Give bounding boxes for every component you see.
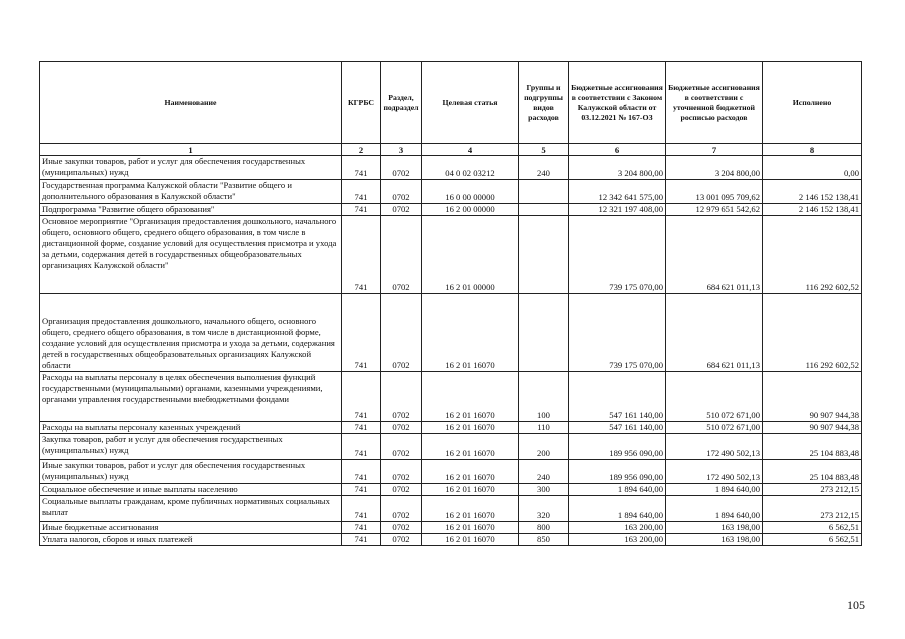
column-number-row: [40, 144, 862, 156]
row-executed: 116 292 602,52: [763, 294, 862, 372]
row-group: 800: [519, 522, 569, 534]
row-law: 189 956 090,00: [569, 434, 666, 460]
row-executed: 6 562,51: [763, 522, 862, 534]
table-row: [40, 180, 862, 204]
row-law: 547 161 140,00: [569, 372, 666, 422]
header-executed: Исполнено: [763, 62, 862, 144]
table-row: [40, 156, 862, 180]
table-row: [40, 484, 862, 496]
row-refined: 1 894 640,00: [666, 496, 763, 522]
row-target: 16 2 01 16070: [422, 534, 519, 546]
row-name: Расходы на выплаты персоналу казенных учреждений: [40, 422, 342, 434]
column-number: 4: [422, 144, 519, 156]
row-target: 16 2 01 16070: [422, 484, 519, 496]
row-name: Закупка товаров, работ и услуг для обеспечения государственных (муниципальных) нужд: [40, 434, 342, 460]
table-row: [40, 496, 862, 522]
row-target: 16 2 01 16070: [422, 460, 519, 484]
row-target: 16 2 01 16070: [422, 496, 519, 522]
row-name: Организация предоставления дошкольного, начального общего, основного общего, среднего общего образования, в том числе в дистанционной форме, создание условий для осуществления присмотра и ухода за детьми, содержания детей в государственных общеобразовательных организациях Калужской области: [40, 294, 342, 372]
column-number: 1: [40, 144, 342, 156]
header-law: Бюджетные ассигнования в соответствии с Законом Калужской области от 03.12.2021 № 167-ОЗ: [569, 62, 666, 144]
table-row: [40, 294, 862, 372]
row-refined: 172 490 502,13: [666, 460, 763, 484]
row-target: 16 2 01 16070: [422, 294, 519, 372]
row-section: 0702: [381, 534, 422, 546]
row-refined: 163 198,00: [666, 522, 763, 534]
header-name: Наименование: [40, 62, 342, 144]
header-groups: Группы и подгруппы видов расходов: [519, 62, 569, 144]
row-group: 240: [519, 460, 569, 484]
row-law: 1 894 640,00: [569, 496, 666, 522]
table-row: [40, 372, 862, 422]
row-group: 300: [519, 484, 569, 496]
row-refined: 163 198,00: [666, 534, 763, 546]
row-group: 100: [519, 372, 569, 422]
row-executed: 116 292 602,52: [763, 216, 862, 294]
row-group: 320: [519, 496, 569, 522]
header-target: Целевая статья: [422, 62, 519, 144]
row-name: Расходы на выплаты персоналу в целях обеспечения выполнения функций государственными (муниципальными) органами, казенными учреждениями, органами управления государственными внебюджетными фондами: [40, 372, 342, 422]
table-row: [40, 204, 862, 216]
row-section: 0702: [381, 460, 422, 484]
column-number: 6: [569, 144, 666, 156]
row-target: 16 2 01 16070: [422, 422, 519, 434]
row-refined: 684 621 011,13: [666, 216, 763, 294]
row-law: 12 321 197 408,00: [569, 204, 666, 216]
row-name: Социальные выплаты гражданам, кроме публичных нормативных социальных выплат: [40, 496, 342, 522]
row-law: 163 200,00: [569, 522, 666, 534]
row-kgrbs: 741: [342, 496, 381, 522]
row-group: 240: [519, 156, 569, 180]
header-refined: Бюджетные ассигнования в соответствии с уточненной бюджетной росписью расходов: [666, 62, 763, 144]
row-kgrbs: 741: [342, 422, 381, 434]
row-group: [519, 216, 569, 294]
table-row: [40, 216, 862, 294]
row-law: 12 342 641 575,00: [569, 180, 666, 204]
row-name: Подпрограмма "Развитие общего образования": [40, 204, 342, 216]
row-name: Социальное обеспечение и иные выплаты населению: [40, 484, 342, 496]
row-refined: 3 204 800,00: [666, 156, 763, 180]
row-target: 16 2 01 16070: [422, 434, 519, 460]
row-name: Основное мероприятие "Организация предоставления дошкольного, начального общего, основного общего, среднего общего образования, в том числе в дистанционной форме, создание условий для осуществления присмотра и ухода за детьми, содержания детей в государственных общеобразовательных организациях Калужской области": [40, 216, 342, 294]
row-refined: 13 001 095 709,62: [666, 180, 763, 204]
row-section: 0702: [381, 180, 422, 204]
row-kgrbs: 741: [342, 216, 381, 294]
column-number: 8: [763, 144, 862, 156]
row-kgrbs: 741: [342, 372, 381, 422]
row-kgrbs: 741: [342, 522, 381, 534]
row-refined: 172 490 502,13: [666, 434, 763, 460]
column-number: 7: [666, 144, 763, 156]
header-kgrbs: КГРБС: [342, 62, 381, 144]
row-kgrbs: 741: [342, 434, 381, 460]
row-section: 0702: [381, 372, 422, 422]
row-executed: 273 212,15: [763, 496, 862, 522]
row-executed: 25 104 883,48: [763, 434, 862, 460]
row-executed: 90 907 944,38: [763, 422, 862, 434]
row-executed: 273 212,15: [763, 484, 862, 496]
row-target: 16 2 01 16070: [422, 372, 519, 422]
row-name: Иные закупки товаров, работ и услуг для обеспечения государственных (муниципальных) нужд: [40, 460, 342, 484]
row-target: 04 0 02 03212: [422, 156, 519, 180]
row-executed: 2 146 152 138,41: [763, 180, 862, 204]
row-law: 739 175 070,00: [569, 216, 666, 294]
row-executed: 90 907 944,38: [763, 372, 862, 422]
row-name: Иные закупки товаров, работ и услуг для обеспечения государственных (муниципальных) нужд: [40, 156, 342, 180]
header-section: Раздел, подраздел: [381, 62, 422, 144]
row-section: 0702: [381, 204, 422, 216]
row-target: 16 0 00 00000: [422, 180, 519, 204]
row-kgrbs: 741: [342, 156, 381, 180]
row-group: [519, 204, 569, 216]
row-kgrbs: 741: [342, 484, 381, 496]
row-refined: 684 621 011,13: [666, 294, 763, 372]
row-section: 0702: [381, 156, 422, 180]
header-row: [40, 62, 862, 144]
row-section: 0702: [381, 294, 422, 372]
row-kgrbs: 741: [342, 294, 381, 372]
row-group: [519, 294, 569, 372]
row-executed: 0,00: [763, 156, 862, 180]
row-target: 16 2 01 00000: [422, 216, 519, 294]
row-name: Уплата налогов, сборов и иных платежей: [40, 534, 342, 546]
row-section: 0702: [381, 484, 422, 496]
column-number: 5: [519, 144, 569, 156]
row-refined: 12 979 651 542,62: [666, 204, 763, 216]
row-kgrbs: 741: [342, 204, 381, 216]
row-law: 3 204 800,00: [569, 156, 666, 180]
row-kgrbs: 741: [342, 180, 381, 204]
row-executed: 2 146 152 138,41: [763, 204, 862, 216]
table-row: [40, 460, 862, 484]
row-executed: 6 562,51: [763, 534, 862, 546]
row-kgrbs: 741: [342, 460, 381, 484]
row-law: 547 161 140,00: [569, 422, 666, 434]
column-number: 3: [381, 144, 422, 156]
row-law: 189 956 090,00: [569, 460, 666, 484]
row-section: 0702: [381, 496, 422, 522]
row-refined: 510 072 671,00: [666, 422, 763, 434]
row-refined: 1 894 640,00: [666, 484, 763, 496]
row-refined: 510 072 671,00: [666, 372, 763, 422]
table-row: [40, 434, 862, 460]
table-row: [40, 534, 862, 546]
budget-table: [39, 61, 862, 546]
row-section: 0702: [381, 216, 422, 294]
row-law: 1 894 640,00: [569, 484, 666, 496]
row-target: 16 2 00 00000: [422, 204, 519, 216]
column-number: 2: [342, 144, 381, 156]
table-row: [40, 422, 862, 434]
row-group: 850: [519, 534, 569, 546]
row-name: Иные бюджетные ассигнования: [40, 522, 342, 534]
row-section: 0702: [381, 434, 422, 460]
row-section: 0702: [381, 422, 422, 434]
row-group: [519, 180, 569, 204]
table-row: [40, 522, 862, 534]
row-section: 0702: [381, 522, 422, 534]
row-executed: 25 104 883,48: [763, 460, 862, 484]
row-group: 200: [519, 434, 569, 460]
row-name: Государственная программа Калужской области "Развитие общего и дополнительного образования в Калужской области": [40, 180, 342, 204]
row-group: 110: [519, 422, 569, 434]
row-kgrbs: 741: [342, 534, 381, 546]
row-target: 16 2 01 16070: [422, 522, 519, 534]
page-number: 105: [847, 598, 865, 612]
row-law: 739 175 070,00: [569, 294, 666, 372]
row-law: 163 200,00: [569, 534, 666, 546]
